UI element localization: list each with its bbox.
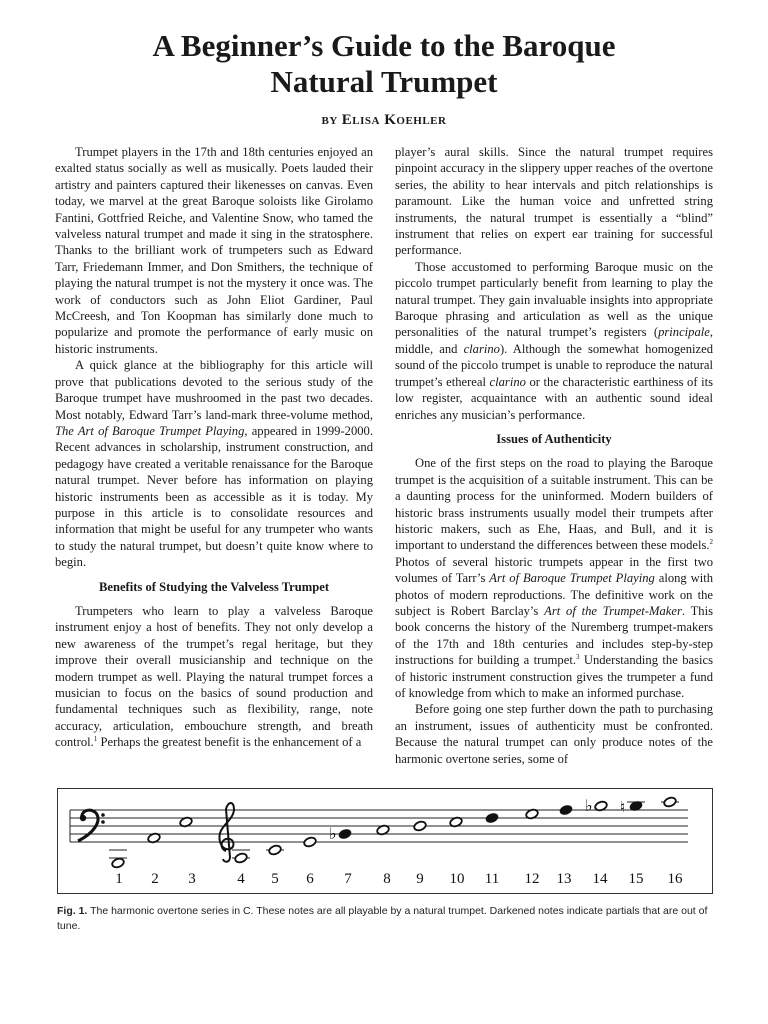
partial-number: 13 — [556, 871, 572, 887]
right-paragraph-1: player’s aural skills. Since the natural trumpet requires pinpoint accuracy in the slippery upper reaches of the overtone series, the ability to hear intervals and pitch relationships is paramount. Like the human voice and unfretted string instruments, the natural trumpet is essentially a “blind” instrument that relies on expert ear training for successful performance. — [395, 145, 713, 258]
treble-clef-icon — [219, 803, 234, 862]
note-open — [303, 836, 317, 848]
partial-number: 14 — [592, 871, 608, 887]
left-paragraph-2: A quick glance at the bibliography for this article will prove that publications devoted to the serious study of the Baroque trumpet have mushroomed in the past two decades. Most notably, Edward Tarr’s land-mark three-volume method, The Art of Baroque Trumpet Playing, appeared in 1999-2000. Recent advances in scholarship, instrument construction, and pedagogy have created a veritable renaissance for the Baroque natural trumpet. Never before has information on playing historic instruments been as accessible as it is today. My purpose in this article is to consolidate resources and information that might be useful for any trumpeter who wants to study the natural trumpet, but doesn’t quite know where to begin. — [55, 358, 373, 570]
left-paragraph-3: Trumpeters who learn to play a valveless Baroque instrument enjoy a host of benefits. They not only develop a new awareness of the trumpet’s regal heritage, but they improve their overall musicianship and technique on the modern trumpet as well. Playing the natural trumpet forces a musician to focus on the basics of sound production and fundamental techniques such as flexibility, range, note accuracy, articulation, embouchure strength, and breath control.$^1$ Perhaps the greatest benefit is the enhancement of a — [55, 603, 373, 750]
partial-numbers — [115, 871, 683, 887]
partial-number: 8 — [383, 871, 391, 887]
note-darkened — [485, 812, 499, 824]
heading-benefits: Benefits of Studying the Valveless Trumpet — [98, 579, 330, 594]
partial-number: 5 — [271, 871, 279, 887]
note-open — [111, 857, 125, 869]
byline-by: BY — [321, 115, 338, 127]
partial-number: 16 — [667, 871, 683, 887]
natural-sign-icon: ♮ — [620, 798, 626, 816]
music-staff — [58, 789, 714, 895]
partial-number: 4 — [237, 871, 245, 887]
caption-label: Fig. 1. — [57, 905, 88, 917]
note-darkened — [559, 804, 573, 816]
figure-caption — [57, 904, 717, 934]
byline-author: Elisa Koehler — [341, 112, 447, 128]
caption-text: The harmonic overtone series in C. These notes are all playable by a natural trumpet. Darkened notes indicate partials that are out of tune. — [57, 905, 708, 932]
partial-number: 2 — [151, 871, 159, 887]
title-line-2: Natural Trumpet — [270, 64, 498, 99]
flat-sign-icon: ♭ — [585, 796, 593, 815]
note-open — [234, 852, 248, 864]
right-paragraph-4: Before going one step further down the path to purchasing an instrument, issues of authenticity must be confronted. Because the natural trumpet can only produce notes of the harmonic overtone series, some of — [395, 702, 713, 766]
notes — [109, 796, 679, 869]
overtone-series-figure — [57, 788, 713, 894]
note-open — [663, 796, 677, 808]
partial-number: 6 — [306, 871, 314, 887]
left-paragraph-1: Trumpet players in the 17th and 18th centuries enjoyed an exalted status socially as well as musically. Poets lauded their artistry and painters captured their likenesses on canvas. Even today, we marvel at the great Baroque soloists like Girolamo Fantini, Gottfried Reiche, and Valentine Snow, who tamed the valveless natural trumpet and made it sing in the stratosphere. Thanks to the brilliant work of trumpeters such as Edward Tarr, Friedemann Immer, and Don Smithers, the technique of playing the natural trumpet is not the mystery it once was. The work of conductors such as John Eliot Gardiner, Paul McCreesh, and Ton Koopman has similarly done much to popularize and promote the performance of early music on historic instruments. — [55, 145, 373, 356]
left-column — [55, 144, 373, 751]
partial-number: 9 — [416, 871, 424, 887]
flat-sign-icon: ♭ — [329, 824, 337, 843]
note-darkened — [338, 828, 352, 840]
partial-number: 12 — [524, 871, 540, 887]
staff-lines — [70, 810, 688, 842]
partial-number: 11 — [484, 871, 500, 887]
title-line-1: A Beginner’s Guide to the Baroque — [152, 28, 616, 63]
byline — [0, 112, 768, 129]
partial-number: 15 — [628, 871, 644, 887]
right-column — [395, 144, 713, 767]
partial-number: 10 — [449, 871, 465, 887]
heading-authenticity: Issues of Authenticity — [496, 431, 612, 446]
partial-number: 7 — [344, 871, 352, 887]
note-open — [268, 844, 282, 856]
partial-number: 3 — [188, 871, 196, 887]
article-title — [0, 28, 768, 100]
right-paragraph-3: One of the first steps on the road to playing the Baroque trumpet is the acquisition of a suitable instrument. This can be a daunting process for the uninformed. Modern builders of historic brass instruments usually model their trumpets after historic makers, such as Ehe, Haas, and Bull, and it is important to understand the differences between these models.$^2$ Photos of several historic trumpets appear in the first two volumes of Tarr’s Art of Baroque Trumpet Playing along with photos of modern reproductions. The definitive work on the subject is Robert Barclay’s Art of the Trumpet-Maker. This book concerns the history of the Nuremberg trumpet-makers of the 17th and 18th centuries and includes step-by-step instructions for building a trumpet.$^3$ Understanding the basics of historic instrument construction gives the trumpeter a fund of knowledge from which to make an informed purchase. — [395, 456, 714, 700]
right-paragraph-2: Those accustomed to performing Baroque music on the piccolo trumpet particularly benefit from learning to play the natural trumpet. They gain invaluable insights into appropriate Baroque phrasing and articulation as well as the unique personalities of the natural trumpet’s registers (principale, middle, and clarino). Although the somewhat homogenized sound of the piccolo trumpet is unable to reproduce the natural trumpet’s ethereal clarino or the characteristic earthiness of its low register, acquaintance with an authentic sound ideal enriches any musician’s performance. — [395, 259, 713, 422]
note-open — [413, 820, 427, 832]
partial-number: 1 — [115, 871, 123, 887]
